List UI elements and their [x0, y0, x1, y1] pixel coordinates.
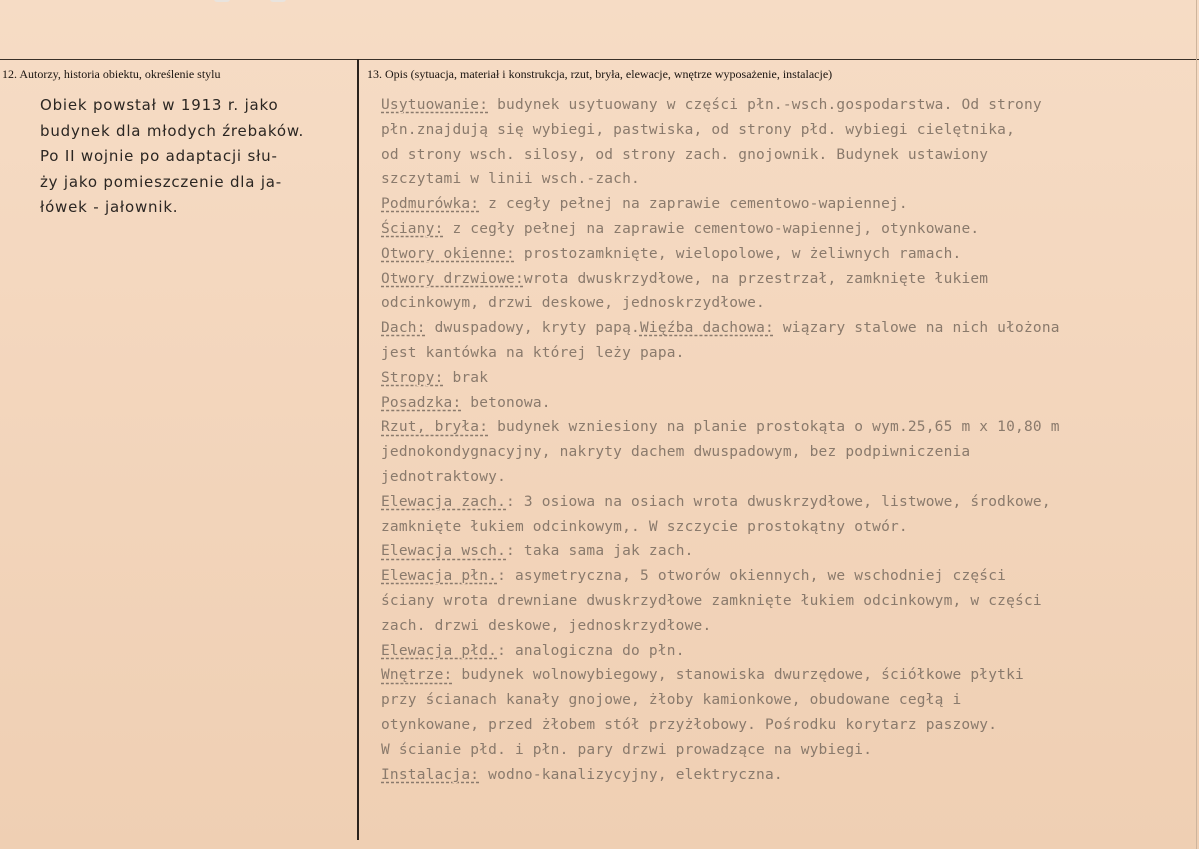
- description-line: [381, 663, 1186, 688]
- description-line: [381, 713, 1186, 738]
- field-text: wodno-kanalizycyjny, elektryczna.: [479, 766, 783, 783]
- description-line: [381, 440, 1186, 465]
- description-line: [381, 143, 1186, 168]
- field-label: Stropy:: [381, 369, 444, 386]
- history-line: łówek - jałownik.: [40, 198, 179, 216]
- field-label: Otwory drzwiowe:: [381, 270, 524, 287]
- field-label: Posadzka:: [381, 394, 462, 411]
- field-text: brak: [443, 369, 489, 386]
- field-text: budynek wolnowybiegowy, stanowiska dwurzędowe, ściółkowe płytki: [452, 667, 1024, 684]
- field-text: otynkowane, przed żłobem stół przyżłobowy. Pośrodku korytarz paszowy.: [381, 716, 998, 733]
- description-line: [381, 515, 1186, 540]
- description-line: [381, 589, 1186, 614]
- description-line: [381, 639, 1186, 664]
- field-label: Dach:: [381, 320, 426, 337]
- field-label: Elewacja płn.: [381, 568, 498, 585]
- field-text: W ścianie płd. i płn. pary drzwi prowadzące na wybiegi.: [381, 741, 873, 758]
- description-line: [381, 465, 1186, 490]
- field-label: Usytuowanie:: [381, 97, 489, 113]
- field-text: wiązary stalowe na nich ułożona: [773, 320, 1060, 337]
- description-line: [381, 93, 1186, 118]
- field-text: z cegły pełnej na zaprawie cementowo-wapiennej.: [479, 196, 908, 213]
- description-line: [381, 738, 1186, 763]
- history-text: [40, 93, 350, 221]
- field-text: jednotraktowy.: [381, 468, 507, 485]
- field-label: Więźba dachowa:: [639, 320, 774, 337]
- section-12-header: 12. Autorzy, historia obiektu, określenie stylu: [2, 67, 221, 81]
- field-text: betonowa.: [461, 394, 551, 411]
- field-text: dwuspadowy, kryty papą.: [425, 320, 640, 337]
- field-text: wrota dwuskrzydłowe, na przestrzał, zamknięte łukiem: [523, 270, 989, 287]
- history-line: budynek dla młodych źrebaków.: [40, 121, 305, 140]
- history-line: Po II wojnie po adaptacji słu-: [40, 147, 278, 165]
- column-divider: [357, 59, 359, 840]
- field-text: : 3 osiowa na osiach wrota dwuskrzydłowe, listwowe, środkowe,: [506, 493, 1051, 510]
- description-line: [381, 539, 1186, 564]
- field-text: płn.znajdują się wybiegi, pastwiska, od strony płd. wybiegi cielętnika,: [381, 121, 1016, 138]
- description-text: [381, 93, 1186, 787]
- field-text: zach. drzwi deskowe, jednoskrzydłowe.: [381, 617, 712, 634]
- field-label: Elewacja wsch.: [381, 543, 507, 560]
- field-label: Elewacja zach.: [381, 493, 507, 510]
- field-text: przy ścianach kanały gnojowe, żłoby kamionkowe, obudowane cegłą i: [381, 692, 962, 709]
- description-line: [381, 118, 1186, 143]
- history-line: Obiek powstał w 1913 r. jako: [40, 96, 279, 114]
- description-line: [381, 490, 1186, 515]
- description-line: [381, 341, 1186, 366]
- field-text: ściany wrota drewniane dwuskrzydłowe zamknięte łukiem odcinkowym, w części: [381, 592, 1042, 609]
- punch-mark: [270, 0, 286, 2]
- field-text: jednokondygnacyjny, nakryty dachem dwuspadowym, bez podpiwniczenia: [381, 444, 971, 461]
- description-line: [381, 217, 1186, 242]
- description-line: [381, 366, 1186, 391]
- field-text: jest kantówka na której leży papa.: [381, 344, 685, 361]
- field-text: szczytami w linii wsch.-zach.: [381, 171, 640, 188]
- punch-mark: [214, 0, 230, 2]
- section-13-header: 13. Opis (sytuacja, materiał i konstrukcja, rzut, bryła, elewacje, wnętrze wyposażenie, instalacje): [367, 67, 833, 81]
- field-text: od strony wsch. silosy, od strony zach. gnojownik. Budynek ustawiony: [381, 146, 989, 163]
- field-text: zamknięte łukiem odcinkowym,. W szczycie prostokątny otwór.: [381, 518, 908, 535]
- field-text: : analogiczna do płn.: [497, 642, 685, 659]
- field-text: odcinkowym, drzwi deskowe, jednoskrzydłowe.: [381, 295, 765, 312]
- header-rule: [0, 59, 1199, 60]
- history-line: ży jako pomieszczenie dla ja-: [40, 172, 283, 191]
- field-label: Elewacja płd.: [381, 642, 498, 659]
- description-line: [381, 316, 1186, 341]
- field-label: Ściany:: [381, 220, 444, 237]
- field-label: Wnętrze:: [381, 667, 453, 684]
- description-line: [381, 167, 1186, 192]
- description-line: [381, 192, 1186, 217]
- field-text: : taka sama jak zach.: [506, 543, 694, 560]
- field-text: prostozamknięte, wielopolowe, w żeliwnych ramach.: [514, 245, 962, 262]
- field-text: budynek usytuowany w części płn.-wsch.gospodarstwa. Od strony: [488, 97, 1042, 113]
- description-line: [381, 391, 1186, 416]
- description-line: [381, 242, 1186, 267]
- description-line: [381, 267, 1186, 292]
- description-line: [381, 614, 1186, 639]
- description-line: [381, 763, 1186, 788]
- field-label: Rzut, bryła:: [381, 419, 489, 436]
- field-text: : asymetryczna, 5 otworów okiennych, we wschodniej części: [497, 568, 1007, 585]
- description-line: [381, 688, 1186, 713]
- field-label: Instalacja:: [381, 766, 480, 783]
- description-line: [381, 564, 1186, 589]
- description-line: [381, 291, 1186, 316]
- field-label: Podmurówka:: [381, 196, 480, 213]
- card-edge: [1196, 0, 1197, 849]
- field-label: Otwory okienne:: [381, 245, 515, 262]
- field-text: budynek wzniesiony na planie prostokąta o wym.25,65 m x 10,80 m: [488, 419, 1060, 436]
- field-text: z cegły pełnej na zaprawie cementowo-wapiennej, otynkowane.: [443, 220, 980, 237]
- description-line: [381, 415, 1186, 440]
